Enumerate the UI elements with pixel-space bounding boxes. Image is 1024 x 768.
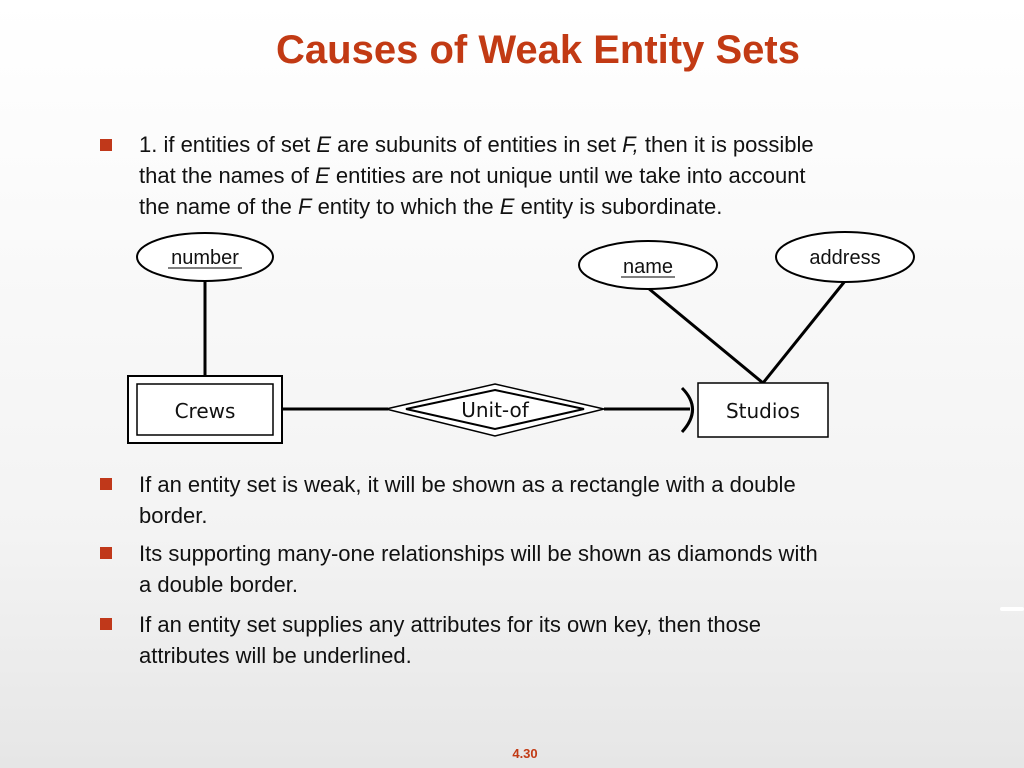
name-to-studios-line [648, 288, 763, 383]
slide-title: Causes of Weak Entity Sets [276, 28, 800, 72]
bullet-3-line-1: Its supporting many-one relationships will be shown as diamonds with [139, 541, 818, 566]
attribute-name-label: name [622, 256, 674, 278]
attribute-name [579, 241, 717, 289]
bullet-text-3 [139, 538, 818, 600]
relationship-unit-of-label: Unit-of [461, 398, 529, 422]
bullet-text-4 [139, 609, 761, 671]
attribute-address [776, 232, 914, 282]
bullet-marker-4 [100, 618, 112, 630]
entity-studios [698, 383, 828, 437]
bullet-3-line-2: a double border. [139, 572, 299, 597]
relationship-unit-of [386, 384, 604, 436]
bullet-1-line-2: that the names of E entities are not unique until we take into account [139, 163, 806, 188]
attribute-number-label: number [171, 247, 239, 269]
page-number: 4.30 [512, 746, 538, 761]
address-to-studios-line [763, 281, 845, 383]
bullet-2-line-2: border. [139, 503, 208, 528]
bullet-2-line-1: If an entity set is weak, it will be shown as a rectangle with a double [139, 472, 796, 497]
bullet-4-line-2: attributes will be underlined. [139, 643, 412, 668]
bullet-marker-3 [100, 547, 112, 559]
bullet-text-2 [139, 469, 796, 531]
entity-studios-label: Studios [725, 399, 801, 423]
edge-decoration [1000, 607, 1024, 611]
bullet-marker-2 [100, 478, 112, 490]
bullet-1-line-1: 1. if entities of set E are subunits of entities in set F, then it is possible [139, 132, 814, 157]
bullet-1-line-3: the name of the F entity to which the E entity is subordinate. [139, 194, 723, 219]
attribute-number [137, 233, 273, 281]
entity-crews-label: Crews [174, 399, 236, 423]
bullet-4-line-1: If an entity set supplies any attributes for its own key, then those [139, 612, 762, 637]
attribute-address-label: address [809, 247, 881, 269]
entity-crews [128, 376, 282, 443]
